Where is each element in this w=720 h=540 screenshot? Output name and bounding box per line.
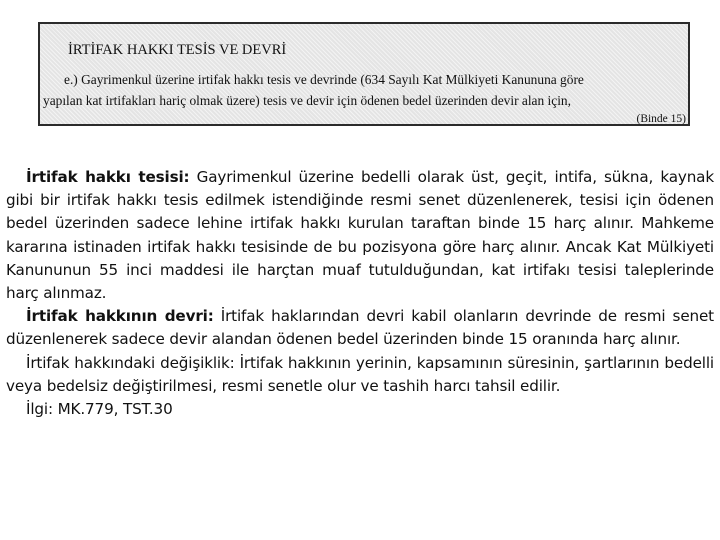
- commentary-section: [6, 166, 714, 421]
- law-excerpt-box: [38, 22, 690, 126]
- text-references: İlgi: MK.779, TST.30: [26, 400, 173, 419]
- law-excerpt-line-1: e.) Gayrimenkul üzerine irtifak hakkı tesis ve devrinde (634 Sayılı Kat Mülkiyeti Kanununa göre: [64, 72, 584, 87]
- text-easement-change: İrtifak hakkındaki değişiklik: İrtifak hakkının yerinin, kapsamının süresinin, şartlarının bedelli veya bedelsiz değiştirilmesi, resmi senetle olur ve tashih harcı tahsil edilir.: [6, 353, 714, 395]
- law-excerpt-title: İRTİFAK HAKKI TESİS VE DEVRİ: [68, 42, 287, 58]
- paragraph-references: [6, 398, 714, 421]
- term-easement-transfer: İrtifak hakkının devri:: [26, 307, 214, 326]
- paragraph-easement-change: [6, 352, 714, 398]
- paragraph-easement-transfer: [6, 305, 714, 351]
- text-easement-establishment: Gayrimenkul üzerine bedelli olarak üst, geçit, intifa, sükna, kaynak gibi bir irtifak hakkı tesis edilmek istendiğinde resmi senet düzenlenerek, tesisi için ödenen bedel üzerinden sadece lehine irtifak hakkı kurulan taraftan binde 15 harç alınır. Mahkeme kararına istinaden irtifak hakkı tesisinde de bu pozisyona göre harç alınır. Ancak Kat Mülkiyeti Kanununun 55 inci maddesi ile harçtan muaf tutulduğundan, kat irtifakı tesisi taleplerinde harç alınmaz.: [6, 168, 714, 303]
- text-easement-transfer: İrtifak haklarından devri kabil olanların devrinde de resmi senet düzenlenerek sadece devir alandan ödenen bedel üzerinden binde 15 oranında harç alınır.: [6, 307, 714, 349]
- term-easement-establishment: İrtifak hakkı tesisi:: [26, 168, 190, 186]
- law-excerpt-rate-reference: (Binde 15): [636, 113, 686, 125]
- law-excerpt-line-2: yapılan kat irtifakları hariç olmak üzere) tesis ve devir için ödenen bedel üzerinden devir alan için,: [43, 93, 571, 108]
- paragraph-easement-establishment: [6, 166, 714, 305]
